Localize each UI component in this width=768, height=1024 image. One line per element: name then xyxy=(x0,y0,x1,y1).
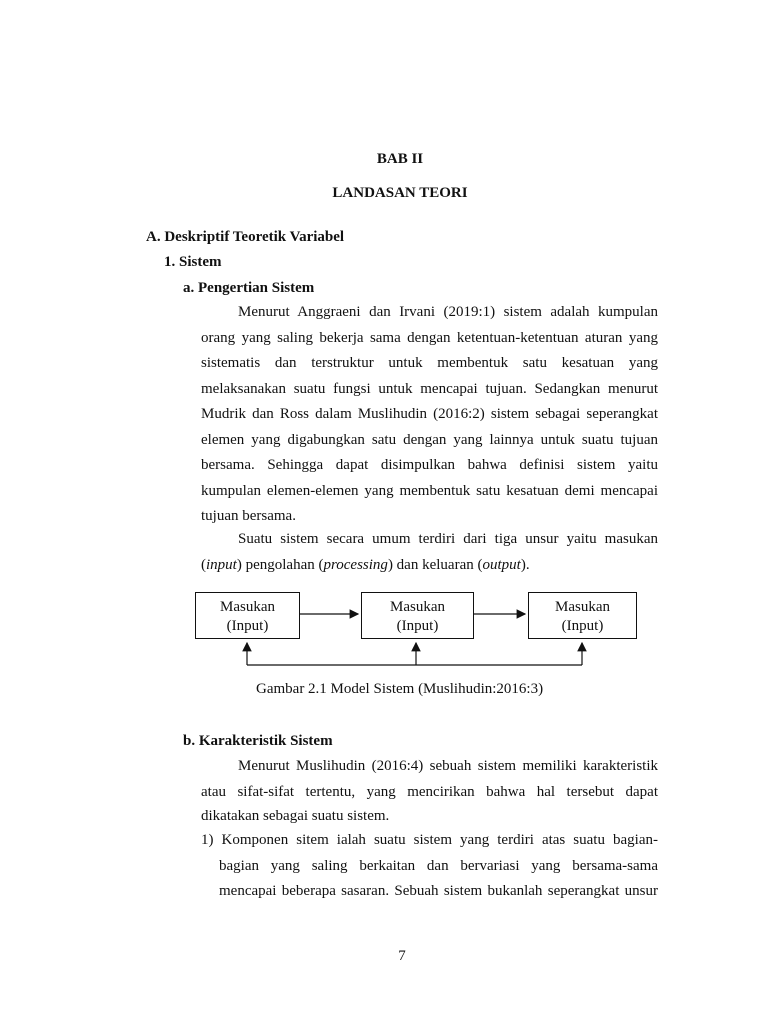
diagram-box xyxy=(528,592,637,639)
diagram-box xyxy=(361,592,474,639)
list-item-line: mencapai beberapa sasaran. Sebuah sistem bukanlah seperangkat unsur xyxy=(219,883,658,899)
section-heading: A. Deskriptif Teoretik Variabel xyxy=(146,229,345,245)
para1-line: tujuan bersama. xyxy=(201,508,296,524)
para2-line: Suatu sistem secara umum terdiri dari tiga unsur yaitu masukan xyxy=(238,531,658,547)
list-item-line: 1) Komponen sitem ialah suatu sistem yang terdiri atas suatu bagian- xyxy=(201,832,658,848)
figure-caption: Gambar 2.1 Model Sistem (Muslihudin:2016:3) xyxy=(256,681,544,697)
subsection-heading: 1. Sistem xyxy=(164,254,222,270)
para2-line xyxy=(201,557,530,574)
box-label: Masukan xyxy=(555,599,610,615)
text-fragment: ) pengolahan ( xyxy=(236,557,324,573)
chapter-title: LANDASAN TEORI xyxy=(332,185,468,201)
box-label: Masukan xyxy=(220,599,275,615)
box-label: (Input) xyxy=(561,618,604,634)
para1-line: elemen yang digabungkan satu dengan yang lainnya untuk suatu tujuan xyxy=(201,432,658,448)
text-fragment: ). xyxy=(520,557,530,573)
list-item-line: bagian yang saling berkaitan dan bervariasi yang bersama-sama xyxy=(219,858,658,874)
para1-line: Mudrik dan Ross dalam Muslihudin (2016:2) sistem sebagai seperangkat xyxy=(201,406,658,422)
para1-line: sistematis dan terstruktur untuk membentuk satu kesatuan yang xyxy=(201,355,658,371)
term-processing: processing xyxy=(323,557,388,573)
chapter-label: BAB II xyxy=(376,151,424,167)
page-number: 7 xyxy=(398,948,406,964)
box-label: (Input) xyxy=(396,618,439,634)
point-heading-b: b. Karakteristik Sistem xyxy=(183,733,333,749)
term-output: output xyxy=(482,557,521,573)
diagram-box xyxy=(195,592,300,639)
para1-line: Menurut Anggraeni dan Irvani (2019:1) sistem adalah kumpulan xyxy=(238,304,658,320)
text-fragment: ) dan keluaran ( xyxy=(387,557,483,573)
para3-line: Menurut Muslihudin (2016:4) sebuah sistem memiliki karakteristik xyxy=(238,758,658,774)
para1-line: melaksanakan suatu fungsi untuk mencapai tujuan. Sedangkan menurut xyxy=(201,381,658,397)
box-label: (Input) xyxy=(226,618,269,634)
para1-line: kumpulan elemen-elemen yang membentuk satu kesatuan demi mencapai xyxy=(201,483,658,499)
box-label: Masukan xyxy=(390,599,445,615)
para3-line: atau sifat-sifat tertentu, yang mencirikan bahwa hal tersebut dapat xyxy=(201,784,658,800)
point-heading-a: a. Pengertian Sistem xyxy=(183,280,315,296)
para1-line: bersama. Sehingga dapat disimpulkan bahwa definisi sistem yaitu xyxy=(201,457,658,473)
para3-line: dikatakan sebagai suatu sistem. xyxy=(201,808,390,824)
term-input: input xyxy=(206,557,237,573)
para1-line: orang yang saling bekerja sama dengan ketentuan-ketentuan aturan yang xyxy=(201,330,658,346)
text-fragment: ( xyxy=(201,557,206,573)
